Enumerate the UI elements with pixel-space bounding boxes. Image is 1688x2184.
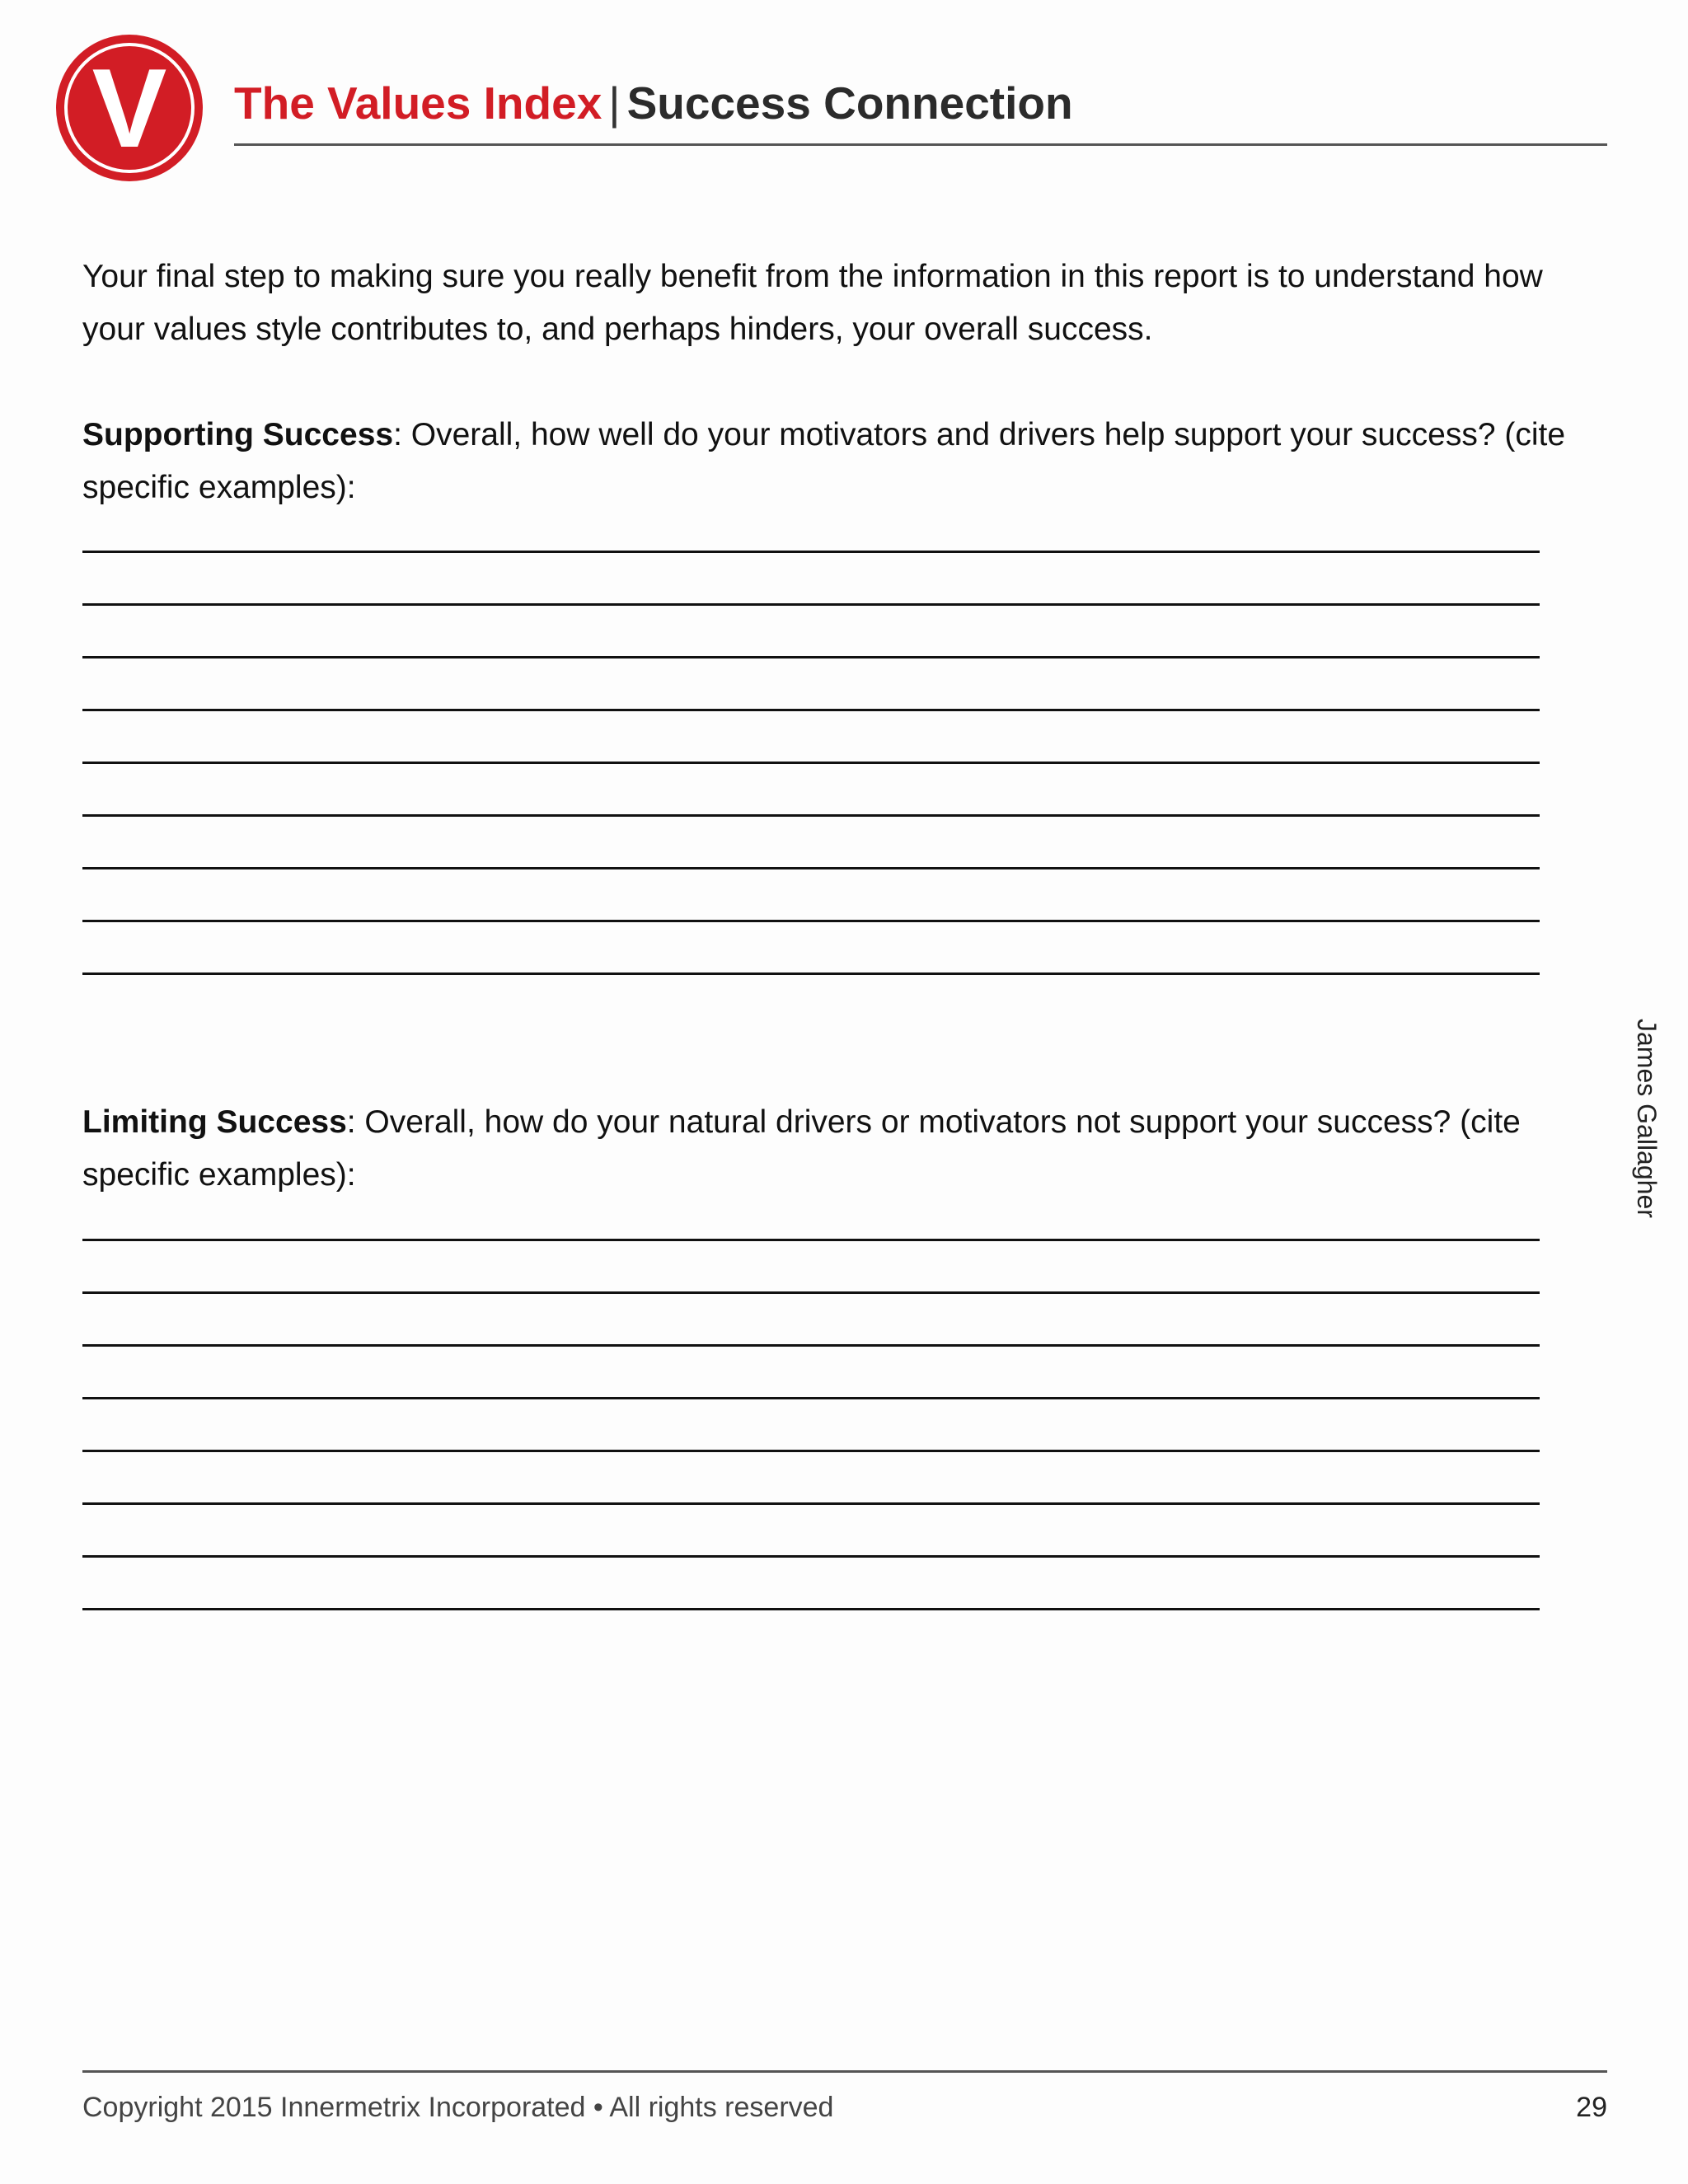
answer-line[interactable] (82, 1450, 1540, 1452)
supporting-success-label: Supporting Success (82, 417, 394, 452)
intro-paragraph: Your final step to making sure you really benefit from the information in this report is to understand how your values style contributes to, and perhaps hinders, your overall success. (82, 259, 1543, 347)
answer-line[interactable] (82, 972, 1540, 975)
limiting-success-prompt (82, 1096, 1591, 1202)
limiting-success-question: : Overall, how do your natural drivers or motivators not support your success? (cite specific examples): (82, 1104, 1521, 1193)
supporting-success-question: : Overall, how well do your motivators and drivers help support your success? (cite specific examples): (82, 417, 1566, 505)
brand-title: The Values Index (234, 77, 603, 129)
answer-line[interactable] (82, 603, 1540, 606)
limiting-success-label: Limiting Success (82, 1104, 347, 1140)
answer-line[interactable] (82, 1397, 1540, 1399)
answer-line[interactable] (82, 1344, 1540, 1347)
answer-line[interactable] (82, 814, 1540, 817)
footer-divider (82, 2070, 1607, 2073)
answer-line[interactable] (82, 709, 1540, 711)
page-header-title (234, 76, 1073, 130)
answer-line[interactable] (82, 867, 1540, 869)
answer-line[interactable] (82, 1555, 1540, 1558)
answer-line[interactable] (82, 1608, 1540, 1610)
answer-line[interactable] (82, 920, 1540, 922)
answer-line[interactable] (82, 551, 1540, 553)
answer-line[interactable] (82, 1239, 1540, 1241)
logo-letter: V (91, 45, 167, 171)
answer-line[interactable] (82, 762, 1540, 764)
values-index-logo (56, 35, 203, 181)
answer-line[interactable] (82, 1502, 1540, 1505)
page-number: 29 (1576, 2092, 1607, 2123)
answer-line[interactable] (82, 656, 1540, 658)
header-divider (234, 143, 1607, 146)
side-user-name: James Gallagher (1632, 1019, 1662, 1218)
answer-line[interactable] (82, 1291, 1540, 1294)
title-separator: | (608, 77, 621, 129)
footer-copyright: Copyright 2015 Innermetrix Incorporated • All rights reserved (82, 2092, 834, 2123)
section-title: Success Connection (626, 77, 1073, 129)
supporting-success-prompt (82, 409, 1591, 514)
